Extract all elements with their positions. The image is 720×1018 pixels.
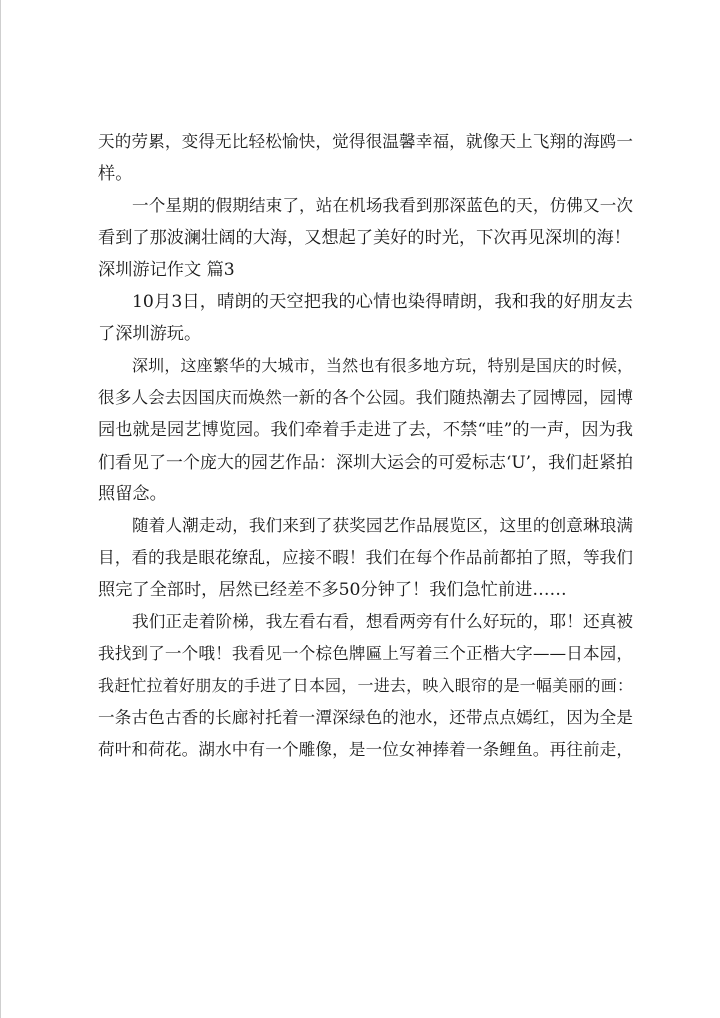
- text-line: 我赶忙拉着好朋友的手进了日本园，一进去，映入眼帘的是一幅美丽的画：: [98, 676, 633, 695]
- text-line: 看到了那波澜壮阔的大海，又想起了美好的时光，下次再见深圳的海！: [98, 228, 631, 248]
- text-line: 样。: [98, 164, 133, 184]
- paragraph: [98, 286, 633, 350]
- text-line: 园也就是园艺博览园。我们牵着手走进了去，不禁“哇”的一声，因为我: [98, 420, 633, 440]
- text-line: 照留念。: [98, 484, 167, 504]
- text-line: 我们正走着阶梯，我左看右看，想看两旁有什么好玩的，耶！还真被: [132, 612, 633, 631]
- paragraph: [98, 606, 633, 766]
- text-line: 我找到了一个哦！我看见一个棕色牌匾上写着三个正楷大字——日本园，: [98, 644, 633, 663]
- text-line: 很多人会去因国庆而焕然一新的各个公园。我们随热潮去了园博园，园博: [98, 388, 633, 407]
- text-line: 一个星期的假期结束了，站在机场我看到那深蓝色的天，仿佛又一次: [132, 196, 633, 215]
- paragraph: [98, 126, 633, 190]
- text-line: 们看见了一个庞大的园艺作品：深圳大运会的可爱标志‘U’，我们赶紧拍: [98, 452, 633, 472]
- text-line: 随着人潮走动，我们来到了获奖园艺作品展览区，这里的创意琳琅满: [132, 516, 633, 535]
- text-line: 了深圳游玩。: [98, 324, 202, 344]
- text-line: 照完了全部时，居然已经差不多50分钟了！我们急忙前进……: [98, 580, 567, 600]
- paragraph: [98, 350, 633, 510]
- section-heading: 深圳游记作文 篇3: [98, 260, 235, 280]
- text-line: 一条古色古香的长廊衬托着一潭深绿色的池水，还带点点嫣红，因为全是: [98, 708, 633, 727]
- paragraph: [98, 510, 633, 606]
- text-line: 10月3日，晴朗的天空把我的心情也染得晴朗，我和我的好朋友去: [132, 292, 633, 312]
- text-line: 天的劳累，变得无比轻松愉快，觉得很温馨幸福，就像天上飞翔的海鸥一: [98, 132, 633, 151]
- text-line: 目，看的我是眼花缭乱，应接不暇！我们在每个作品前都拍了照，等我们: [98, 548, 633, 567]
- document-body: [98, 126, 633, 766]
- text-line: 深圳，这座繁华的大城市，当然也有很多地方玩，特别是国庆的时候，: [132, 356, 633, 375]
- text-line: 荷叶和荷花。湖水中有一个雕像，是一位女神捧着一条鲤鱼。再往前走，: [98, 740, 633, 759]
- paragraph: [98, 190, 633, 254]
